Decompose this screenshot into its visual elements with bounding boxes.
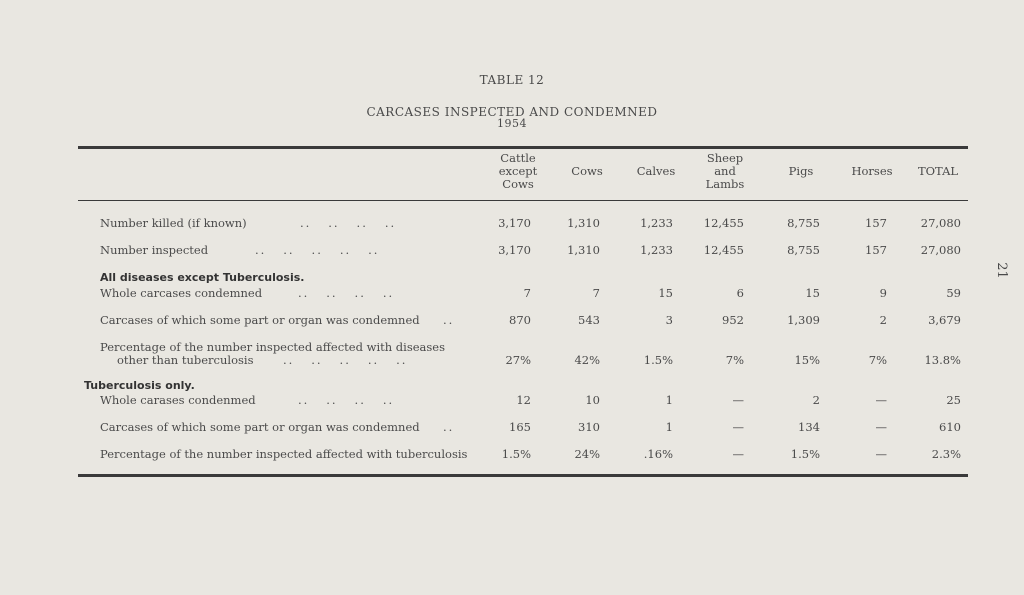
- table-title: CARCASES INSPECTED AND CONDEMNED: [366, 105, 658, 119]
- table-cell: 8,755: [787, 216, 820, 230]
- table-cell: 15: [805, 286, 820, 300]
- table-cell: 952: [722, 313, 744, 327]
- col-header-total: TOTAL: [917, 164, 959, 178]
- table-cell: 8,755: [787, 243, 820, 257]
- table-cell: 870: [509, 313, 531, 327]
- table-cell: 310: [578, 420, 600, 434]
- table-number: TABLE 12: [479, 73, 545, 87]
- table-cell: 2: [879, 313, 887, 327]
- leader-dots: ..: [443, 420, 455, 434]
- table-cell: 7%: [725, 353, 744, 367]
- table-cell: 1: [665, 420, 673, 434]
- col-header-horses: Horses: [851, 164, 893, 178]
- table-year: 1954: [497, 117, 527, 130]
- table-cell: 3,170: [498, 243, 531, 257]
- section-heading-tuberculosis: Tuberculosis only.: [84, 379, 195, 392]
- table-cell: 27,080: [920, 243, 961, 257]
- table-cell: 1.5%: [790, 447, 820, 461]
- table-cell: 2.3%: [931, 447, 961, 461]
- bottom-rule: [78, 474, 968, 477]
- table-cell: —: [875, 420, 887, 434]
- table-cell: 25: [946, 393, 961, 407]
- row-label-whole-condemned: Whole carcases condemned: [100, 286, 263, 300]
- table-cell: —: [732, 447, 744, 461]
- table-cell: 6: [736, 286, 744, 300]
- row-label-inspected: Number inspected: [100, 243, 209, 257]
- leader-dots: ..: [443, 313, 455, 327]
- table-cell: 7: [592, 286, 600, 300]
- col-header-cows: Cows: [571, 164, 603, 178]
- row-label-percentage-cont: other than tuberculosis: [117, 353, 254, 367]
- table-cell: 157: [865, 216, 887, 230]
- leader-dots: .. .. .. ..: [298, 393, 395, 407]
- table-cell: 1,233: [640, 243, 673, 257]
- table-cell: 15%: [794, 353, 820, 367]
- table-cell: 1,310: [567, 243, 600, 257]
- table-cell: 1,309: [787, 313, 820, 327]
- table-cell: 12,455: [703, 243, 744, 257]
- table-cell: 3: [665, 313, 673, 327]
- table-cell: —: [732, 393, 744, 407]
- leader-dots: .. .. .. .. ..: [283, 353, 408, 367]
- row-label-part-condemned: Carcases of which some part or organ was condemned: [100, 313, 420, 327]
- table-cell: 1: [665, 393, 673, 407]
- table-cell: 3,170: [498, 216, 531, 230]
- table-cell: —: [875, 393, 887, 407]
- table-cell: —: [875, 447, 887, 461]
- table-cell: 12,455: [703, 216, 744, 230]
- table-cell: 165: [509, 420, 531, 434]
- col-header-sheep: Sheep and Lambs: [705, 151, 745, 191]
- table-cell: 1.5%: [643, 353, 673, 367]
- table-cell: 9: [879, 286, 887, 300]
- top-rule: [78, 146, 968, 149]
- table-cell: 543: [578, 313, 600, 327]
- table-cell: 15: [658, 286, 673, 300]
- section-heading-all-diseases: All diseases except Tuberculosis.: [100, 271, 305, 284]
- table-cell: 7: [523, 286, 531, 300]
- row-label-tb-percentage: Percentage of the number inspected affected with tuberculosis: [100, 447, 468, 461]
- table-cell: 7%: [868, 353, 887, 367]
- table-cell: 3,679: [928, 313, 961, 327]
- table-cell: 12: [516, 393, 531, 407]
- table-cell: 2: [812, 393, 820, 407]
- row-label-tb-part: Carcases of which some part or organ was condemned: [100, 420, 420, 434]
- col-header-cattle: Cattle except Cows: [498, 151, 538, 191]
- table-cell: 157: [865, 243, 887, 257]
- table-cell: 24%: [574, 447, 600, 461]
- table-cell: 610: [939, 420, 961, 434]
- table-cell: 1,233: [640, 216, 673, 230]
- table-cell: 13.8%: [924, 353, 961, 367]
- table-cell: 134: [798, 420, 820, 434]
- leader-dots: .. .. .. ..: [298, 286, 395, 300]
- table-cell: 27%: [505, 353, 531, 367]
- leader-dots: .. .. .. .. ..: [255, 243, 380, 257]
- row-label-tb-whole: Whole carases condenmed: [100, 393, 256, 407]
- table-cell: 1,310: [567, 216, 600, 230]
- row-label-percentage: Percentage of the number inspected affected with diseases: [100, 340, 446, 354]
- table-cell: 59: [946, 286, 961, 300]
- col-header-calves: Calves: [636, 164, 676, 178]
- row-label-killed: Number killed (if known): [100, 216, 247, 230]
- table-cell: —: [732, 420, 744, 434]
- table-cell: 1.5%: [501, 447, 531, 461]
- table-cell: .16%: [643, 447, 673, 461]
- leader-dots: .. .. .. ..: [300, 216, 397, 230]
- table-cell: 27,080: [920, 216, 961, 230]
- page-number: 21: [993, 262, 1009, 279]
- table-cell: 42%: [574, 353, 600, 367]
- header-rule: [78, 200, 968, 201]
- col-header-pigs: Pigs: [788, 164, 814, 178]
- table-cell: 10: [585, 393, 600, 407]
